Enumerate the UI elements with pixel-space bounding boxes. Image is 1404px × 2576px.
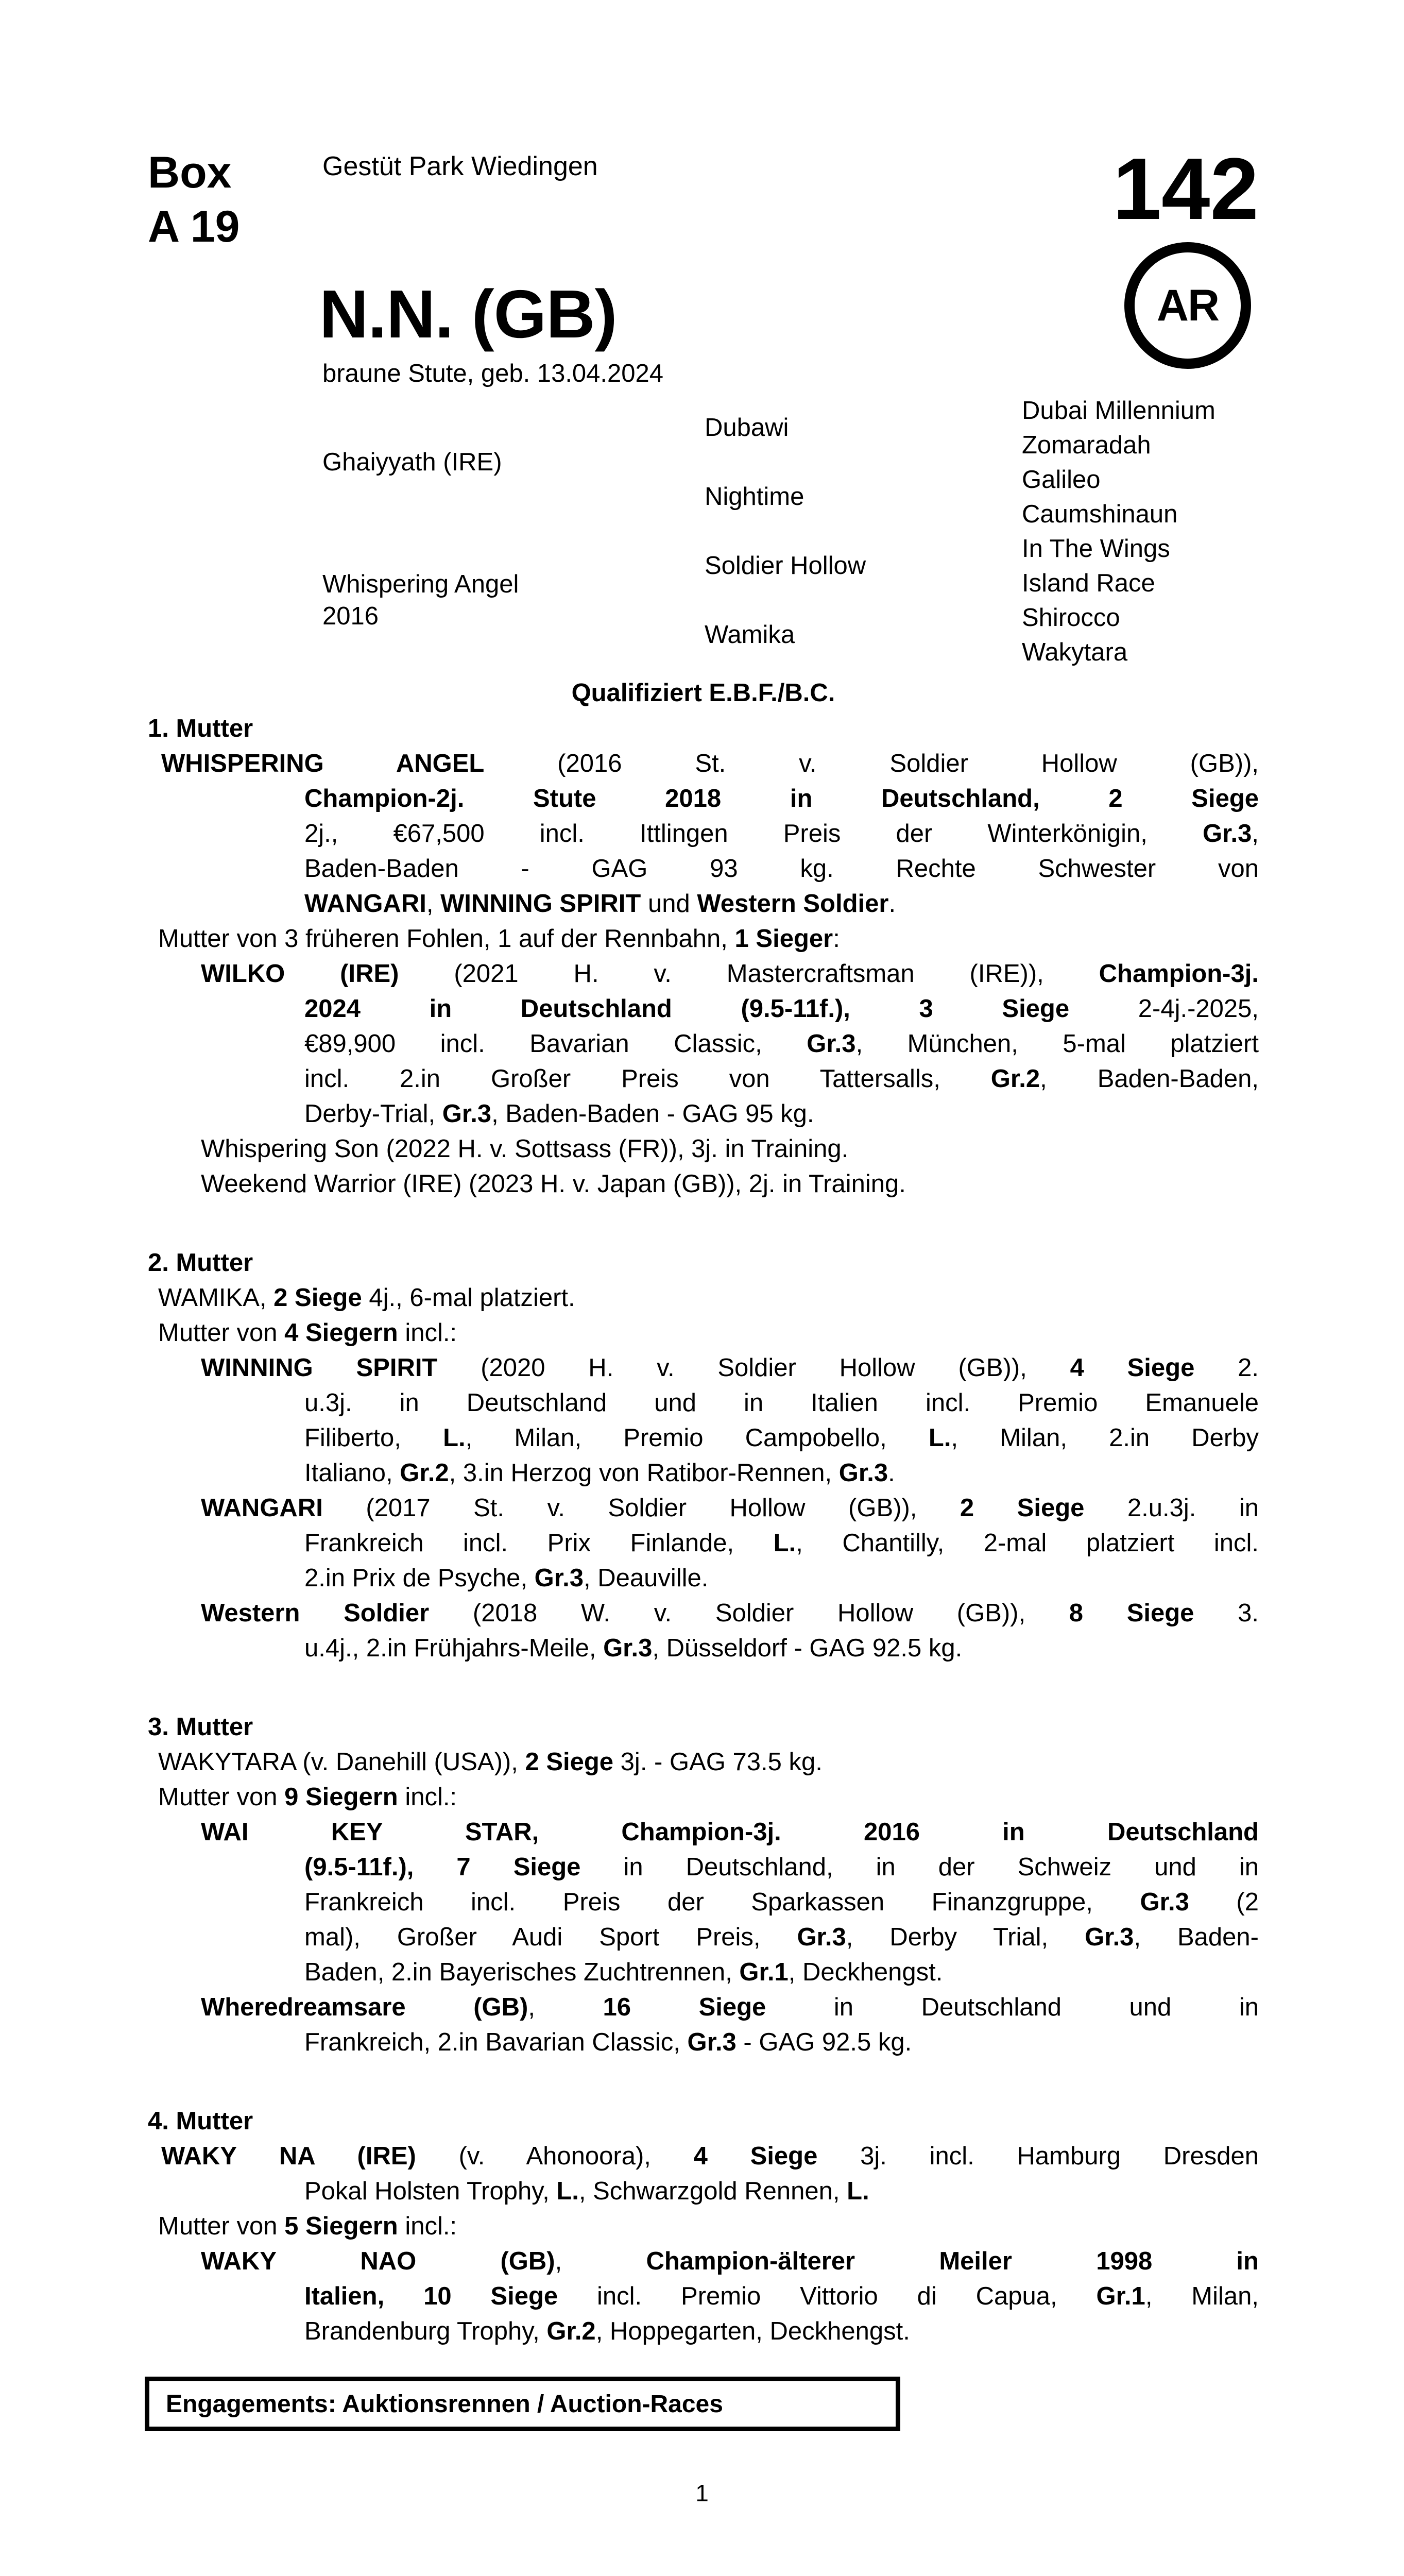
text: (2016 St. v. Soldier Hollow (GB)), bbox=[484, 750, 1259, 777]
offspring-paragraph bbox=[148, 1490, 1259, 1596]
text: Weekend Warrior (IRE) (2023 H. v. Japan (GB)), 2j. in Training. bbox=[201, 1170, 906, 1198]
text-line bbox=[304, 1631, 1259, 1666]
box-label-line1: Box bbox=[148, 148, 232, 197]
brand-badge-circle bbox=[1124, 242, 1251, 369]
text: (2018 W. v. Soldier Hollow (GB)), bbox=[429, 1599, 1069, 1627]
text-line bbox=[304, 851, 1259, 886]
pedigree-gen3-entry: Dubai Millennium bbox=[1022, 396, 1215, 425]
text-line bbox=[304, 1385, 1259, 1420]
bold-text: Gr.3 bbox=[838, 1459, 888, 1487]
text: und bbox=[641, 890, 697, 918]
text-line bbox=[201, 1131, 1259, 1166]
text: Frankreich incl. Preis der Sparkassen Finanzgruppe, bbox=[304, 1888, 1140, 1916]
text-line bbox=[161, 746, 1259, 781]
offspring-paragraph bbox=[148, 2244, 1259, 2349]
text-line bbox=[304, 1850, 1259, 1885]
dam-paragraph bbox=[148, 2139, 1259, 2209]
text: 2j., €67,500 incl. Ittlingen Preis der Winterkönigin, bbox=[304, 820, 1203, 848]
bold-text: WAI KEY STAR, Champion-3j. 2016 in Deutschland bbox=[201, 1818, 1259, 1846]
mutter-section bbox=[148, 2104, 1259, 2349]
text-line bbox=[304, 2174, 1259, 2209]
bold-text: Gr.3 bbox=[797, 1923, 846, 1951]
text-line bbox=[304, 1526, 1259, 1561]
text-line bbox=[304, 1455, 1259, 1490]
offspring-paragraph bbox=[148, 1990, 1259, 2060]
text: Mutter von 3 früheren Fohlen, 1 auf der Rennbahn, bbox=[158, 925, 735, 953]
text-line bbox=[304, 1061, 1259, 1096]
bold-text: L. bbox=[773, 1529, 796, 1557]
text-line bbox=[304, 1955, 1259, 1990]
section-heading: 3. Mutter bbox=[148, 1713, 253, 1741]
info-line bbox=[158, 921, 1259, 956]
bold-text: 4 Siegern bbox=[284, 1319, 398, 1347]
page-number: 1 bbox=[695, 2480, 709, 2506]
text-line bbox=[158, 2209, 1259, 2244]
bold-text: Wheredreamsare (GB) bbox=[201, 1993, 528, 2021]
pedigree-gen2-entry: Soldier Hollow bbox=[705, 552, 866, 580]
offspring-paragraph bbox=[148, 1166, 1259, 1201]
text: , Hoppegarten, Deckhengst. bbox=[595, 2317, 910, 2345]
text: , Schwarzgold Rennen, bbox=[578, 2177, 847, 2205]
info-line bbox=[158, 1280, 1259, 1315]
text: Italiano, bbox=[304, 1459, 400, 1487]
bold-text: WINNING SPIRIT bbox=[440, 890, 641, 918]
text: incl.: bbox=[398, 1783, 457, 1811]
bold-text: Gr.3 bbox=[603, 1634, 653, 1662]
bold-text: 2 Siege bbox=[525, 1748, 614, 1776]
bold-text: WAKY NAO (GB) bbox=[201, 2247, 555, 2275]
text: incl.: bbox=[398, 1319, 457, 1347]
engagements-text: Engagements: Auktionsrennen / Auction-Races bbox=[166, 2390, 723, 2418]
text: Frankreich incl. Prix Finlande, bbox=[304, 1529, 774, 1557]
brand-badge-text: AR bbox=[1156, 280, 1219, 330]
horse-name: N.N. (GB) bbox=[319, 276, 617, 352]
mutter-section bbox=[148, 711, 1259, 1201]
text: , Chantilly, 2-mal platziert incl. bbox=[796, 1529, 1259, 1557]
bold-text: Champion-2j. Stute 2018 in Deutschland, 2 Siege bbox=[304, 785, 1259, 812]
text-line bbox=[158, 1280, 1259, 1315]
mutter-section bbox=[148, 1709, 1259, 2060]
text: , Baden-Baden - GAG 95 kg. bbox=[491, 1100, 814, 1128]
bold-text: 16 Siege bbox=[603, 1993, 766, 2021]
text: u.4j., 2.in Frühjahrs-Meile, bbox=[304, 1634, 604, 1662]
bold-text: 8 Siege bbox=[1069, 1599, 1194, 1627]
pedigree-gen1-entry bbox=[322, 393, 705, 531]
text: 2-4j.-2025, bbox=[1069, 995, 1259, 1023]
dam-paragraph bbox=[148, 746, 1259, 921]
offspring-paragraph bbox=[148, 1350, 1259, 1490]
bold-text: Western Soldier bbox=[201, 1599, 430, 1627]
text-line bbox=[304, 1561, 1259, 1596]
offspring-paragraph bbox=[148, 956, 1259, 1131]
box-label bbox=[148, 146, 239, 254]
pedigree-table bbox=[322, 393, 1259, 669]
section-heading: 4. Mutter bbox=[148, 2107, 253, 2135]
info-line bbox=[158, 1780, 1259, 1815]
section-heading: 1. Mutter bbox=[148, 715, 253, 742]
text: Frankreich, 2.in Bavarian Classic, bbox=[304, 2028, 688, 2056]
pedigree-gen3-entry: In The Wings bbox=[1022, 534, 1170, 563]
text: 2. bbox=[1194, 1354, 1259, 1382]
bold-text: Gr.3 bbox=[534, 1564, 584, 1592]
info-line bbox=[158, 1315, 1259, 1350]
text: , Milan, bbox=[1145, 2282, 1259, 2310]
bold-text: Gr.2 bbox=[990, 1065, 1040, 1093]
bold-text: Gr.1 bbox=[739, 1958, 789, 1986]
text: Brandenburg Trophy, bbox=[304, 2317, 547, 2345]
pedigree-gen3-entry: Galileo bbox=[1022, 465, 1101, 494]
text: , Derby Trial, bbox=[846, 1923, 1085, 1951]
text: Baden, 2.in Bayerisches Zuchtrennen, bbox=[304, 1958, 740, 1986]
text: u.3j. in Deutschland und in Italien incl. Premio Emanuele bbox=[304, 1389, 1259, 1417]
bold-text: (9.5-11f.), 7 Siege bbox=[304, 1853, 581, 1881]
text: Derby-Trial, bbox=[304, 1100, 442, 1128]
pedigree-gen2-entry: Wamika bbox=[705, 621, 795, 649]
text: : bbox=[833, 925, 840, 953]
bold-text: Gr.3 bbox=[687, 2028, 737, 2056]
text-line bbox=[304, 1920, 1259, 1955]
text: Mutter von bbox=[158, 2212, 285, 2240]
text: Mutter von bbox=[158, 1783, 285, 1811]
text: , München, 5-mal platziert bbox=[855, 1030, 1259, 1058]
text: in Deutschland, in der Schweiz und in bbox=[580, 1853, 1259, 1881]
bold-text: Gr.2 bbox=[400, 1459, 449, 1487]
box-label-line2: A 19 bbox=[148, 202, 240, 251]
bold-text: Gr.3 bbox=[442, 1100, 492, 1128]
text: , Düsseldorf - GAG 92.5 kg. bbox=[652, 1634, 963, 1662]
bold-text: WILKO (IRE) bbox=[201, 960, 399, 988]
text: , bbox=[1252, 820, 1259, 848]
bold-text: Western Soldier bbox=[697, 890, 889, 918]
mutter-section bbox=[148, 1245, 1259, 1666]
text: Whispering Son (2022 H. v. Sottsass (FR)), 3j. in Training. bbox=[201, 1135, 849, 1163]
text: Baden-Baden - GAG 93 kg. Rechte Schwester von bbox=[304, 855, 1259, 883]
bold-text: 2 Siege bbox=[273, 1284, 362, 1312]
text-line bbox=[304, 781, 1259, 816]
bold-text: 5 Siegern bbox=[284, 2212, 398, 2240]
text: , Milan, Premio Campobello, bbox=[465, 1424, 929, 1452]
text: Pokal Holsten Trophy, bbox=[304, 2177, 557, 2205]
bold-text: Champion-3j. bbox=[1099, 960, 1259, 988]
text: 3j. - GAG 73.5 kg. bbox=[613, 1748, 823, 1776]
text: (2021 H. v. Mastercraftsman (IRE)), bbox=[399, 960, 1099, 988]
offspring-paragraph bbox=[148, 1815, 1259, 1990]
text-line bbox=[201, 956, 1259, 991]
pedigree-gen2-entry: Nightime bbox=[705, 483, 804, 511]
offspring-paragraph bbox=[148, 1131, 1259, 1166]
text: , Baden- bbox=[1134, 1923, 1259, 1951]
pedigree-gen3-entry: Caumshinaun bbox=[1022, 500, 1178, 528]
pedigree-gen3-entry: Shirocco bbox=[1022, 603, 1120, 632]
catalog-number: 142 bbox=[1112, 140, 1259, 238]
text-line bbox=[304, 991, 1259, 1026]
text-line bbox=[304, 1026, 1259, 1061]
text-line bbox=[201, 1596, 1259, 1631]
text-line bbox=[201, 2244, 1259, 2279]
text: , Baden-Baden, bbox=[1040, 1065, 1259, 1093]
pedigree-name: 2016 bbox=[322, 602, 379, 630]
text: , 3.in Herzog von Ratibor-Rennen, bbox=[449, 1459, 839, 1487]
pedigree-gen3-entry: Zomaradah bbox=[1022, 431, 1151, 459]
text: , bbox=[426, 890, 441, 918]
text: €89,900 incl. Bavarian Classic, bbox=[304, 1030, 807, 1058]
text-line bbox=[158, 921, 1259, 956]
text: (2017 St. v. Soldier Hollow (GB)), bbox=[322, 1494, 960, 1522]
text: - GAG 92.5 kg. bbox=[736, 2028, 912, 2056]
bold-text: Champion-älterer Meiler 1998 in bbox=[646, 2247, 1259, 2275]
text: 4j., 6-mal platziert. bbox=[362, 1284, 575, 1312]
bold-text: L. bbox=[556, 2177, 579, 2205]
text-line bbox=[158, 1315, 1259, 1350]
text: . bbox=[888, 1459, 895, 1487]
bold-text: Gr.1 bbox=[1096, 2282, 1145, 2310]
bold-text: 4 Siege bbox=[1070, 1354, 1195, 1382]
bold-text: L. bbox=[928, 1424, 951, 1452]
text: WAKYTARA (v. Danehill (USA)), bbox=[158, 1748, 525, 1776]
text: 3. bbox=[1194, 1599, 1259, 1627]
bold-text: Gr.3 bbox=[807, 1030, 856, 1058]
text-line bbox=[304, 2279, 1259, 2314]
text: , Deauville. bbox=[584, 1564, 709, 1592]
bold-text: L. bbox=[443, 1424, 466, 1452]
pedigree-name: Ghaiyyath (IRE) bbox=[322, 448, 502, 476]
text: WAMIKA, bbox=[158, 1284, 274, 1312]
text: , Deckhengst. bbox=[788, 1958, 943, 1986]
qualification-note: Qualifiziert E.B.F./B.C. bbox=[571, 679, 835, 707]
bold-text: 4 Siege bbox=[693, 2142, 818, 2170]
info-line bbox=[158, 2209, 1259, 2244]
text: incl.: bbox=[398, 2212, 457, 2240]
horse-details: braune Stute, geb. 13.04.2024 bbox=[322, 360, 664, 387]
bold-text: 2024 in Deutschland (9.5-11f.), 3 Siege bbox=[304, 995, 1070, 1023]
text-line bbox=[201, 1166, 1259, 1201]
bold-text: WAKY NA (IRE) bbox=[161, 2142, 416, 2170]
bold-text: Gr.3 bbox=[1140, 1888, 1189, 1916]
text: incl. 2.in Großer Preis von Tattersalls, bbox=[304, 1065, 991, 1093]
text: , bbox=[528, 1993, 603, 2021]
pedigree-gen3-entry: Wakytara bbox=[1022, 638, 1128, 666]
text-line bbox=[304, 816, 1259, 851]
text-line bbox=[304, 1420, 1259, 1455]
text-line bbox=[161, 2139, 1259, 2174]
bold-text: WANGARI bbox=[304, 890, 426, 918]
pedigree-gen1-entry bbox=[322, 531, 705, 669]
section-heading: 2. Mutter bbox=[148, 1249, 253, 1277]
text-line bbox=[304, 1096, 1259, 1131]
text: (2020 H. v. Soldier Hollow (GB)), bbox=[437, 1354, 1070, 1382]
info-line bbox=[158, 1744, 1259, 1780]
text-line bbox=[158, 1744, 1259, 1780]
text: , Milan, 2.in Derby bbox=[951, 1424, 1259, 1452]
text: incl. Premio Vittorio di Capua, bbox=[558, 2282, 1097, 2310]
bold-text: 1 Sieger bbox=[734, 925, 833, 953]
text: (v. Ahonoora), bbox=[416, 2142, 694, 2170]
text-line bbox=[304, 886, 1259, 921]
text-line bbox=[304, 2025, 1259, 2060]
engagements-box bbox=[145, 2377, 900, 2431]
mutter-sections bbox=[148, 711, 1259, 2349]
bold-text: Gr.3 bbox=[1085, 1923, 1134, 1951]
text: (2 bbox=[1189, 1888, 1259, 1916]
text: Mutter von bbox=[158, 1319, 285, 1347]
text-line bbox=[201, 1815, 1259, 1850]
bold-text: WHISPERING ANGEL bbox=[161, 750, 485, 777]
bold-text: WINNING SPIRIT bbox=[201, 1354, 438, 1382]
text-line bbox=[201, 1490, 1259, 1526]
bold-text: Gr.2 bbox=[546, 2317, 596, 2345]
text: in Deutschland und in bbox=[766, 1993, 1259, 2021]
text: , bbox=[555, 2247, 646, 2275]
pedigree-name: Whispering Angel bbox=[322, 570, 519, 598]
text: 3j. incl. Hamburg Dresden bbox=[817, 2142, 1259, 2170]
text-line bbox=[201, 1990, 1259, 2025]
text: mal), Großer Audi Sport Preis, bbox=[304, 1923, 797, 1951]
consignor-name: Gestüt Park Wiedingen bbox=[322, 151, 598, 181]
pedigree-gen2-entry: Dubawi bbox=[705, 414, 789, 442]
pedigree-gen3-entry: Island Race bbox=[1022, 569, 1155, 597]
text: Filiberto, bbox=[304, 1424, 443, 1452]
text: 2.in Prix de Psyche, bbox=[304, 1564, 535, 1592]
text: . bbox=[888, 890, 896, 918]
bold-text: 2 Siege bbox=[960, 1494, 1085, 1522]
text: 2.u.3j. in bbox=[1084, 1494, 1259, 1522]
bold-text: Italien, 10 Siege bbox=[304, 2282, 558, 2310]
bold-text: L. bbox=[847, 2177, 869, 2205]
bold-text: WANGARI bbox=[201, 1494, 323, 1522]
bold-text: Gr.3 bbox=[1203, 820, 1252, 848]
text-line bbox=[304, 2314, 1259, 2349]
text-line bbox=[201, 1350, 1259, 1385]
text-line bbox=[304, 1885, 1259, 1920]
offspring-paragraph bbox=[148, 1596, 1259, 1666]
text-line bbox=[158, 1780, 1259, 1815]
bold-text: 9 Siegern bbox=[284, 1783, 398, 1811]
